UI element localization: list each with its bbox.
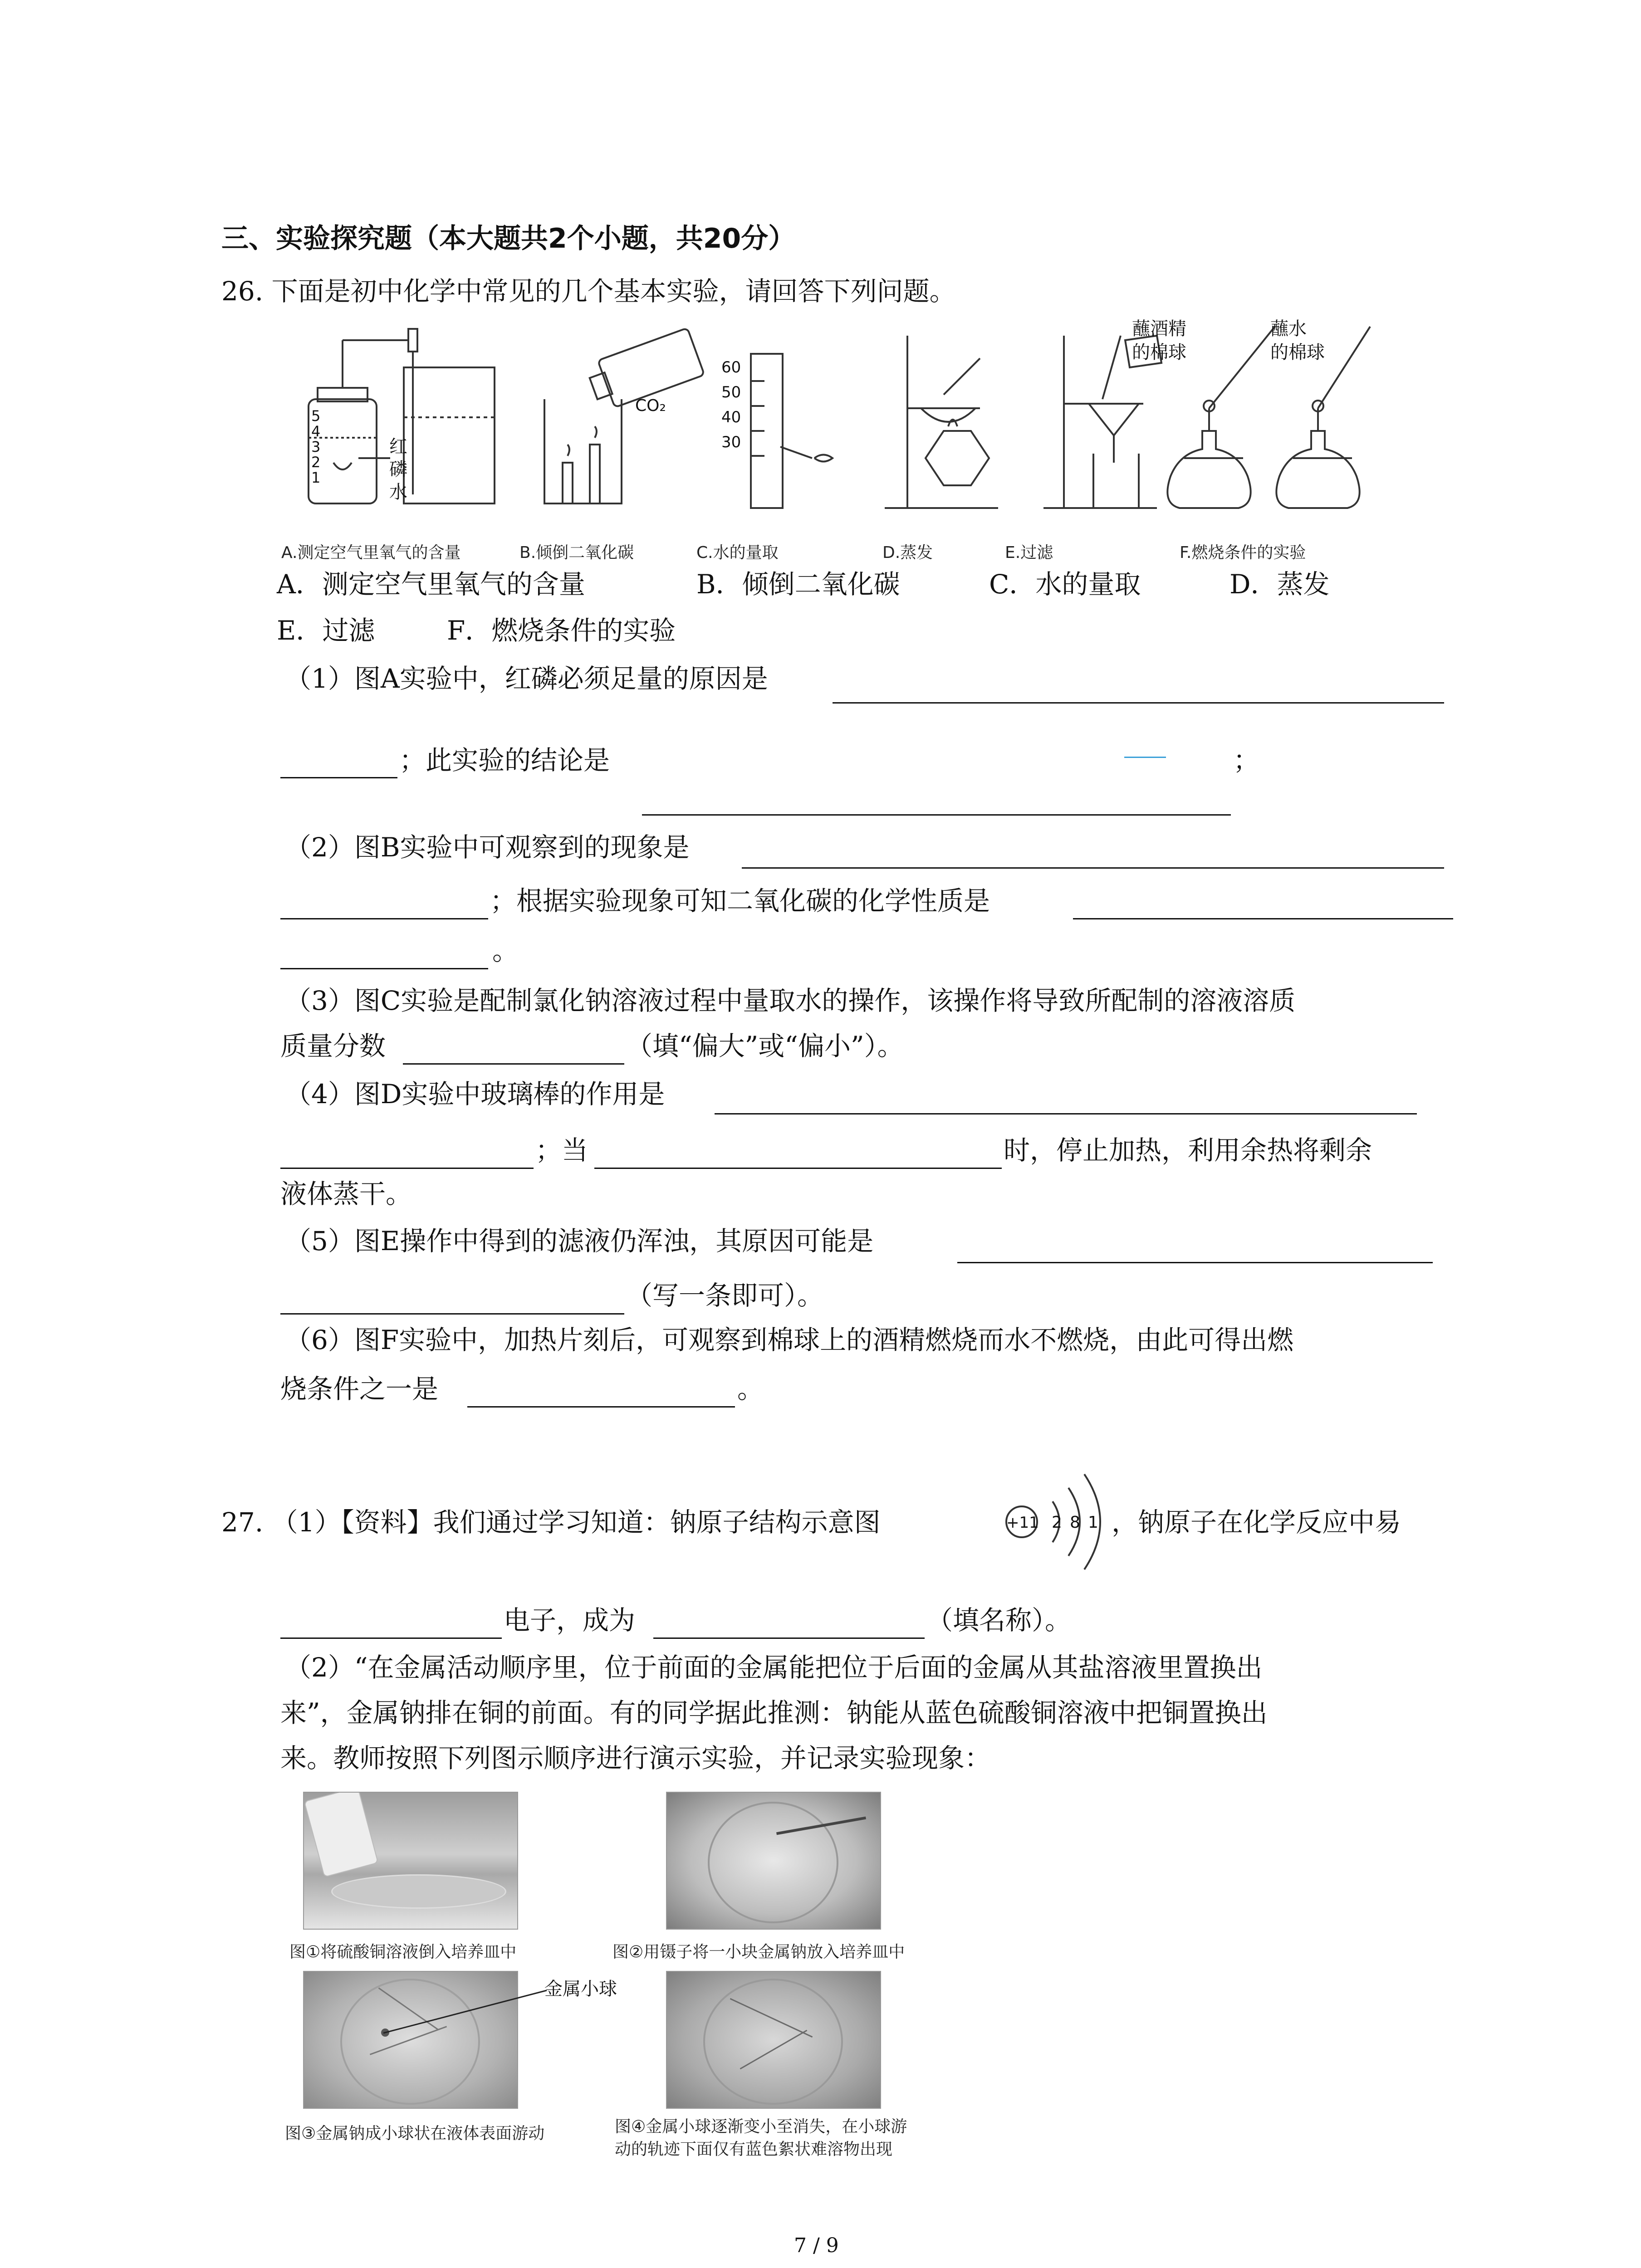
q26-1-line-b: ；此实验的结论是 xyxy=(399,745,610,776)
label-hong: 红 xyxy=(389,436,407,457)
photo-1 xyxy=(303,1792,518,1930)
scale-a-3: 3 xyxy=(311,438,321,455)
option-e: E．过滤 xyxy=(277,615,375,646)
photo-caption-2: 图②用镊子将一小块金属钠放入培养皿中 xyxy=(612,1943,905,1961)
label-lin: 磷 xyxy=(389,459,407,480)
scale-c-60: 60 xyxy=(721,358,741,376)
answer-blank[interactable] xyxy=(280,1168,534,1169)
pointer-line xyxy=(381,1989,549,2034)
section-title: 三、实验探究题（本大题共2个小题，共20分） xyxy=(221,223,796,254)
label-f2-line1: 蘸水 xyxy=(1270,318,1307,339)
q26-3-line-b: 质量分数 xyxy=(280,1031,386,1061)
label-f1-line2: 的棉球 xyxy=(1132,342,1186,363)
apparatus-c xyxy=(751,354,833,508)
answer-blank[interactable] xyxy=(715,1113,1417,1114)
q26-6-line-b: 烧条件之一是 xyxy=(280,1374,439,1404)
label-f1-line1: 蘸酒精 xyxy=(1132,318,1186,339)
photo-2 xyxy=(666,1792,881,1930)
caption-e: E.过滤 xyxy=(1005,543,1053,562)
q26-4-line-a: （4）图D实验中玻璃棒的作用是 xyxy=(285,1079,665,1110)
answer-blank[interactable] xyxy=(742,867,1444,869)
page-number: 7 / 9 xyxy=(794,2234,839,2257)
answer-blank[interactable] xyxy=(280,777,397,778)
option-b: B．倾倒二氧化碳 xyxy=(696,569,900,600)
scale-a-2: 2 xyxy=(311,454,321,471)
q26-2-line-c: 。 xyxy=(492,935,519,966)
q26-6-line-c: 。 xyxy=(737,1374,764,1404)
atom-nucleus: +11 xyxy=(1006,1514,1039,1532)
q26-4-line-d: 液体蒸干。 xyxy=(280,1178,412,1209)
q26-2-line-a: （2）图B实验中可观察到的现象是 xyxy=(285,832,690,863)
scale-c-50: 50 xyxy=(721,383,741,401)
q27-1-line-b: ，钠原子在化学反应中易 xyxy=(1112,1507,1401,1538)
answer-blank[interactable] xyxy=(280,918,488,919)
q26-apparatus-figure xyxy=(272,308,1375,562)
answer-blank[interactable] xyxy=(594,1168,1002,1169)
answer-blank[interactable] xyxy=(280,1313,624,1315)
label-f2-line2: 的棉球 xyxy=(1270,342,1325,363)
scale-a-5: 5 xyxy=(311,407,321,425)
atom-shell-3: 1 xyxy=(1088,1513,1098,1532)
caption-c: C.水的量取 xyxy=(696,543,779,562)
answer-blank[interactable] xyxy=(280,1637,502,1639)
answer-blank[interactable] xyxy=(403,1063,624,1065)
q27-2-line-b: 来”，金属钠排在铜的前面。有的同学据此推测：钠能从蓝色硫酸铜溶液中把铜置换出 xyxy=(280,1697,1268,1728)
answer-blank[interactable] xyxy=(653,1637,925,1639)
photo-caption-4b: 动的轨迹下面仅有蓝色絮状难溶物出现 xyxy=(615,2140,893,2159)
q26-1-line-a: （1）图A实验中，红磷必须足量的原因是 xyxy=(285,663,768,694)
scale-a-1: 1 xyxy=(311,469,321,486)
option-f: F．燃烧条件的实验 xyxy=(447,615,676,646)
atom-shell-1: 2 xyxy=(1052,1513,1062,1532)
photo-caption-3: 图③金属钠成小球状在液体表面游动 xyxy=(285,2124,545,2143)
answer-blank[interactable] xyxy=(833,702,1444,704)
answer-blank[interactable] xyxy=(957,1262,1433,1263)
caption-f: F.燃烧条件的实验 xyxy=(1180,543,1306,562)
apparatus-b xyxy=(544,328,705,503)
caption-b: B.倾倒二氧化碳 xyxy=(519,543,634,562)
q27-1-line-a: 27. （1）【资料】我们通过学习知道：钠原子结构示意图 xyxy=(221,1507,881,1538)
scale-a-4: 4 xyxy=(311,423,321,440)
photo-caption-1: 图①将硫酸铜溶液倒入培养皿中 xyxy=(289,1943,517,1961)
caption-a: A.测定空气里氧气的含量 xyxy=(281,543,461,562)
q26-6-line-a: （6）图F实验中，加热片刻后，可观察到棉球上的酒精燃烧而水不燃烧，由此可得出燃 xyxy=(285,1325,1294,1355)
label-co2: CO₂ xyxy=(635,396,666,415)
photo-caption-4a: 图④金属小球逐渐变小至消失，在小球游 xyxy=(615,2117,907,2136)
photo-4 xyxy=(666,1971,881,2109)
q26-stem: 26. 下面是初中化学中常见的几个基本实验，请回答下列问题。 xyxy=(221,276,956,307)
q27-1-line-c: 电子，成为 xyxy=(504,1605,636,1636)
label-shui: 水 xyxy=(389,482,407,503)
answer-blank[interactable] xyxy=(642,814,1231,816)
q26-3-line-a: （3）图C实验是配制氯化钠溶液过程中量取水的操作，该操作将导致所配制的溶液溶质 xyxy=(285,985,1296,1016)
q26-1-line-c: ； xyxy=(1233,745,1260,776)
caption-d: D.蒸发 xyxy=(882,543,933,562)
q26-3-line-c: （填“偏大”或“偏小”）。 xyxy=(626,1031,904,1061)
q26-2-line-b: ；根据实验现象可知二氧化碳的化学性质是 xyxy=(490,885,990,916)
q27-2-line-c: 来。教师按照下列图示顺序进行演示实验，并记录实验现象： xyxy=(280,1743,991,1774)
answer-blank-mark xyxy=(1124,757,1166,758)
q27-1-line-d: （填名称）。 xyxy=(926,1605,1072,1636)
atom-shell-2: 8 xyxy=(1070,1513,1080,1532)
q27-2-line-a: （2）“在金属活动顺序里，位于前面的金属能把位于后面的金属从其盐溶液里置换出 xyxy=(285,1652,1263,1683)
q26-4-line-c: 时，停止加热，利用余热将剩余 xyxy=(1004,1135,1372,1166)
option-d: D．蒸发 xyxy=(1230,569,1330,600)
q26-5-line-b: （写一条即可）。 xyxy=(626,1280,824,1311)
answer-blank[interactable] xyxy=(1073,918,1453,919)
answer-blank[interactable] xyxy=(280,968,488,969)
scale-c-40: 40 xyxy=(721,408,741,426)
answer-blank[interactable] xyxy=(467,1406,735,1408)
option-c: C．水的量取 xyxy=(989,569,1141,600)
scale-c-30: 30 xyxy=(721,433,741,451)
option-a: A．测定空气里氧气的含量 xyxy=(277,569,585,600)
q26-4-line-b: ；当 xyxy=(535,1135,588,1166)
apparatus-d xyxy=(885,336,998,508)
q26-5-line-a: （5）图E操作中得到的滤液仍浑浊，其原因可能是 xyxy=(285,1226,874,1256)
apparatus-f xyxy=(1167,327,1370,508)
photo-label-metal-ball: 金属小球 xyxy=(544,1979,617,1999)
